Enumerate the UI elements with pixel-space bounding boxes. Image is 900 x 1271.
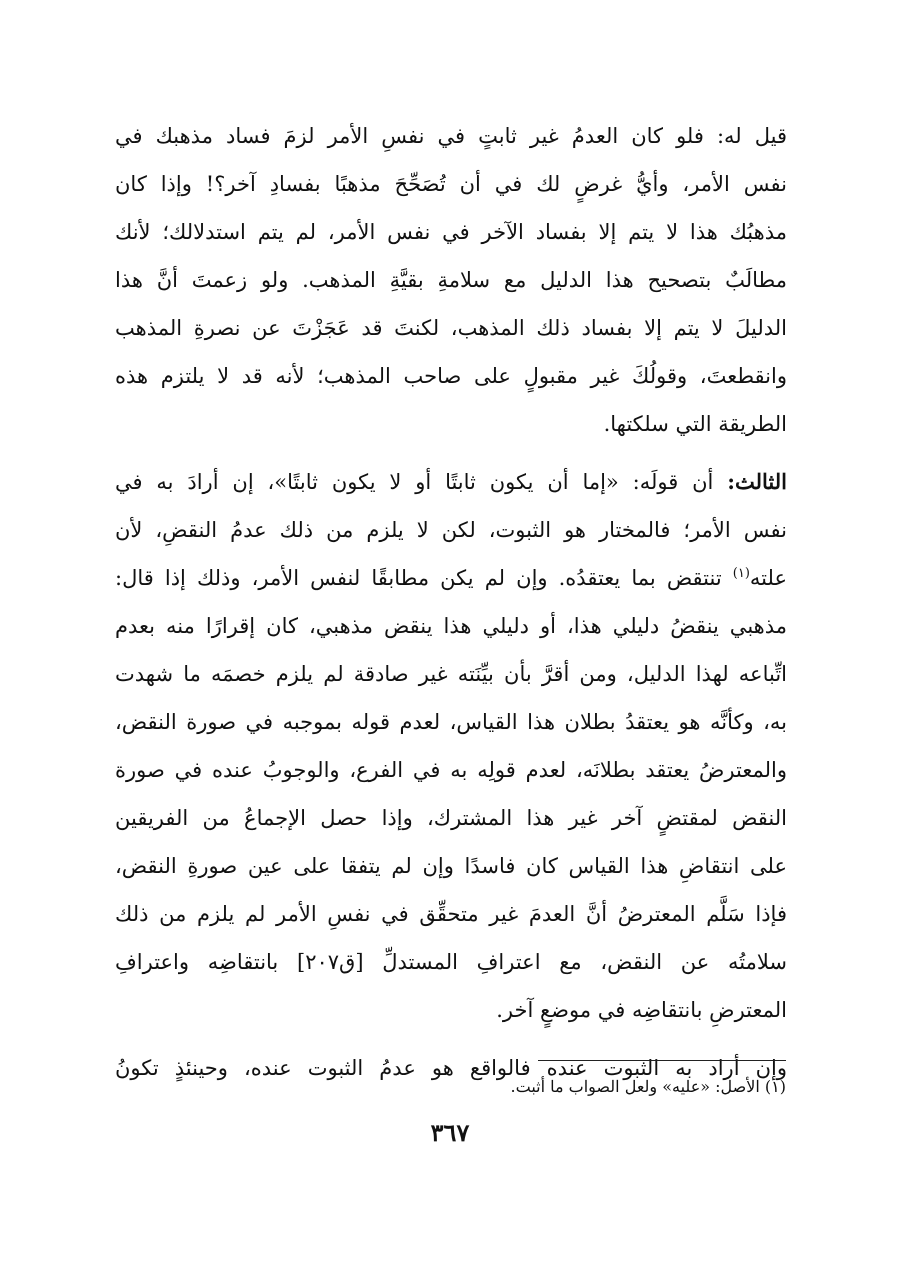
line-text: علته	[749, 566, 787, 590]
text-line: النقض لمقتضٍ آخر غير هذا المشترك، وإذا حصل الإجماعُ من الفريقين	[115, 806, 787, 830]
text-line	[115, 554, 787, 602]
line-text: أن قولَه: «إما أن يكون ثابتًا أو لا يكون ثابتًا»، إن أرادَ به في	[115, 470, 728, 494]
text-line: اتِّباعه لهذا الدليل، ومن أقرَّ بأن بيِّنَته غير صادقة لم يلزم خصمَه ما شهدت	[115, 662, 787, 686]
section-lead: الثالث:	[727, 469, 787, 494]
text-line: وانقطعتَ، وقولُكَ غير مقبولٍ على صاحب المذهب؛ لأنه قد لا يلتزم هذه	[115, 364, 787, 388]
text-line	[115, 458, 787, 506]
text-line: نفس الأمر؛ فالمختار هو الثبوت، لكن لا يلزم من ذلك عدمُ النقضِ، لأن	[115, 518, 787, 542]
text-line: قيل له: فلو كان العدمُ غير ثابتٍ في نفسِ الأمر لزمَ فساد مذهبك في	[115, 124, 787, 148]
text-line: به، وكأنَّه هو يعتقدُ بطلان هذا القياس، لعدم قوله بموجبه في صورة النقض،	[115, 710, 787, 734]
text-line: نفس الأمر، وأيُّ غرضٍ لك في أن تُصَحِّحَ مذهبًا بفسادِ آخر؟! وإذا كان	[115, 172, 787, 196]
footnote-text: الأصل: «عليه» ولعل الصواب ما أثبت.	[510, 1077, 765, 1096]
text-line: فإذا سَلَّم المعترضُ أنَّ العدمَ غير متحقِّق في نفسِ الأمر لم يلزم من ذلك	[115, 902, 787, 926]
line-text: تنتقض بما يعتقدُه. وإن لم يكن مطابقًا لنفس الأمر، وذلك إذا قال:	[115, 566, 733, 590]
main-text	[115, 112, 787, 1092]
footnote-marker: (١)	[732, 566, 750, 581]
text-line: سلامتُه عن النقض، مع اعترافِ المستدلِّ [ق٢٠٧] بانتقاضِه واعترافِ	[115, 950, 787, 974]
page-number: ٣٦٧	[430, 1118, 470, 1147]
text-line: على انتقاضِ هذا القياس كان فاسدًا وإن لم يتفقا على عين صورةِ النقض،	[115, 854, 787, 878]
text-line: مذهبي ينقضُ دليلي هذا، أو دليلي هذا ينقض مذهبي، كان إقرارًا منه بعدم	[115, 614, 787, 638]
text-line: الطريقة التي سلكتها.	[603, 412, 787, 436]
footnote-divider	[538, 1060, 786, 1061]
text-line: الدليلَ لا يتم إلا بفساد ذلك المذهب، لكنتَ قد عَجَزْتَ عن نصرةِ المذهب	[115, 316, 787, 340]
paragraph-gap	[115, 1034, 787, 1044]
text-line: وإن أراد به الثبوت عنده فالواقع هو عدمُ الثبوت عنده، وحينئذٍ تكونُ	[115, 1056, 787, 1080]
text-line: مذهبُك هذا لا يتم إلا بفساد الآخر في نفس الأمر، لم يتم استدلالك؛ لأنك	[115, 220, 787, 244]
paragraph-2	[115, 458, 787, 1034]
text-line: والمعترضُ يعتقد بطلانَه، لعدم قولِه به في الفرع، والوجوبُ عنده في صورة	[115, 758, 787, 782]
footnote	[400, 1074, 786, 1100]
footnote-number: (١)	[764, 1077, 786, 1096]
paragraph-1	[115, 112, 787, 448]
text-line: المعترضِ بانتقاضِه في موضعٍ آخر.	[496, 998, 787, 1022]
text-line: مطالَبٌ بتصحيح هذا الدليل مع سلامةِ بقيَّةِ المذهب. ولو زعمتَ أنَّ هذا	[115, 268, 787, 292]
paragraph-gap	[115, 448, 787, 458]
